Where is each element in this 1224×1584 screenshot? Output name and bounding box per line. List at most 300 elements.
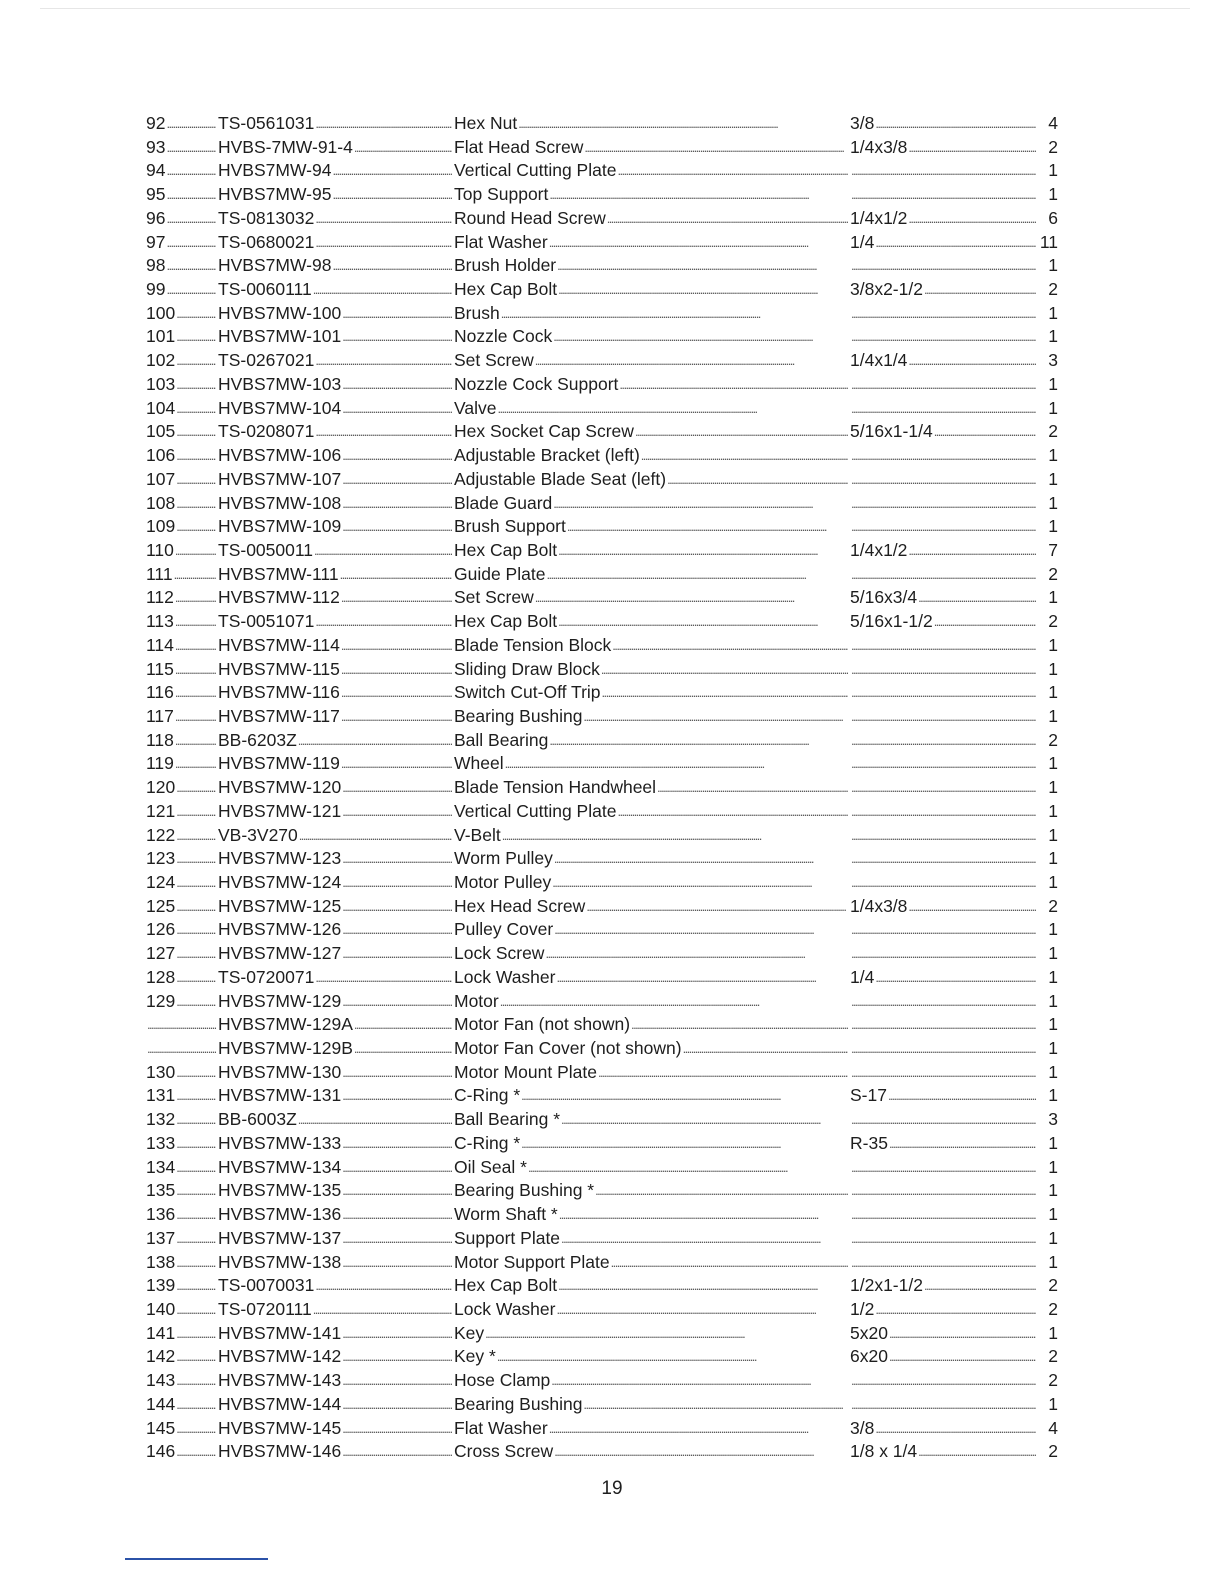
- ref-number: [146, 1322, 216, 1346]
- part-number: [218, 1345, 452, 1369]
- description: [454, 1298, 848, 1322]
- quantity-text: 3: [1048, 350, 1058, 371]
- parts-row: [146, 397, 1058, 421]
- part-number-text: HVBS7MW-100: [218, 302, 342, 323]
- quantity-text: 1: [1048, 397, 1058, 418]
- part-number-text: HVBS7MW-125: [218, 895, 342, 916]
- parts-row: [146, 800, 1058, 824]
- parts-row: [146, 563, 1058, 587]
- parts-row: [146, 752, 1058, 776]
- description: [454, 1108, 848, 1132]
- ref-number: [146, 942, 216, 966]
- size-text: 5/16x1-1/4: [850, 421, 933, 442]
- parts-row: [146, 776, 1058, 800]
- part-number-text: BB-6203Z: [218, 729, 297, 750]
- description-text: Hex Socket Cap Screw: [454, 421, 634, 442]
- ref-number-text: 93: [146, 136, 166, 157]
- parts-row: [146, 468, 1058, 492]
- description-text: Brush: [454, 302, 500, 323]
- quantity: [1036, 563, 1058, 587]
- description-text: Hex Cap Bolt: [454, 279, 558, 300]
- part-number-text: HVBS7MW-144: [218, 1393, 342, 1414]
- ref-number: [146, 1084, 216, 1108]
- description: [454, 1322, 848, 1346]
- quantity: [1036, 1227, 1058, 1251]
- description-text: Hex Nut: [454, 113, 518, 133]
- part-number: [218, 1251, 452, 1275]
- description: [454, 136, 848, 160]
- ref-number-text: 106: [146, 445, 176, 466]
- part-number-text: HVBS7MW-108: [218, 492, 342, 513]
- size-text: 3/8: [850, 1417, 875, 1438]
- part-number-text: TS-0720111: [218, 1298, 312, 1319]
- description: [454, 1369, 848, 1393]
- quantity-text: 1: [1048, 848, 1058, 869]
- quantity-text: 1: [1048, 1227, 1058, 1248]
- part-number: [218, 990, 452, 1014]
- quantity-text: 6: [1048, 207, 1058, 228]
- part-number: [218, 420, 452, 444]
- description-text: Guide Plate: [454, 563, 546, 584]
- parts-row: [146, 1203, 1058, 1227]
- ref-number-text: 120: [146, 777, 176, 798]
- quantity: [1036, 159, 1058, 183]
- parts-row: [146, 1132, 1058, 1156]
- ref-number-text: 111: [146, 563, 173, 584]
- ref-number: [146, 1108, 216, 1132]
- quantity: [1036, 634, 1058, 658]
- parts-row: [146, 325, 1058, 349]
- size-text: 5x20: [850, 1322, 888, 1343]
- part-number-text: HVBS7MW-109: [218, 516, 342, 537]
- size: [850, 492, 1036, 516]
- size: [850, 1156, 1036, 1180]
- size-text: 5/16x1-1/2: [850, 611, 933, 632]
- ref-number-text: 108: [146, 492, 176, 513]
- parts-row: [146, 1084, 1058, 1108]
- quantity-text: 1: [1048, 682, 1058, 703]
- ref-number: [146, 1061, 216, 1085]
- ref-number: [146, 302, 216, 326]
- size: [850, 990, 1036, 1014]
- ref-number-text: 113: [146, 611, 174, 632]
- size: [850, 278, 1036, 302]
- part-number: [218, 800, 452, 824]
- quantity-text: 2: [1048, 895, 1058, 916]
- description: [454, 918, 848, 942]
- quantity: [1036, 1203, 1058, 1227]
- size: [850, 397, 1036, 421]
- parts-row: [146, 112, 1058, 136]
- ref-number-text: 128: [146, 966, 176, 987]
- ref-number-text: 102: [146, 350, 176, 371]
- parts-row: [146, 515, 1058, 539]
- description-text: Blade Tension Handwheel: [454, 777, 657, 798]
- part-number-text: HVBS7MW-127: [218, 943, 342, 964]
- description: [454, 397, 848, 421]
- description: [454, 776, 848, 800]
- ref-number: [146, 1251, 216, 1275]
- part-number-text: TS-0060111: [218, 279, 312, 300]
- quantity-text: 2: [1048, 279, 1058, 300]
- parts-row: [146, 1061, 1058, 1085]
- quantity-text: 2: [1048, 563, 1058, 584]
- quantity-text: 1: [1048, 705, 1058, 726]
- ref-number: [146, 1203, 216, 1227]
- parts-row: [146, 1227, 1058, 1251]
- description: [454, 1061, 848, 1085]
- description-text: Hex Cap Bolt: [454, 611, 558, 632]
- ref-number: [146, 278, 216, 302]
- description: [454, 658, 848, 682]
- parts-row: [146, 847, 1058, 871]
- size: [850, 1227, 1036, 1251]
- description-text: Brush Holder: [454, 255, 557, 276]
- description: [454, 1037, 848, 1061]
- parts-row: [146, 634, 1058, 658]
- ref-number: [146, 183, 216, 207]
- part-number: [218, 302, 452, 326]
- quantity: [1036, 824, 1058, 848]
- part-number-text: HVBS7MW-145: [218, 1417, 342, 1438]
- part-number: [218, 254, 452, 278]
- part-number: [218, 183, 452, 207]
- description: [454, 159, 848, 183]
- description: [454, 373, 848, 397]
- part-number: [218, 1132, 452, 1156]
- description-text: Hex Head Screw: [454, 895, 586, 916]
- parts-row: [146, 1274, 1058, 1298]
- description-text: Motor Mount Plate: [454, 1061, 597, 1082]
- quantity: [1036, 658, 1058, 682]
- ref-number: [146, 563, 216, 587]
- description-text: C-Ring *: [454, 1085, 521, 1106]
- ref-number-text: 127: [146, 943, 176, 964]
- parts-row: [146, 990, 1058, 1014]
- part-number: [218, 1393, 452, 1417]
- ref-number: [146, 373, 216, 397]
- part-number: [218, 658, 452, 682]
- ref-number-text: 132: [146, 1109, 176, 1130]
- quantity: [1036, 705, 1058, 729]
- size: [850, 1298, 1036, 1322]
- part-number-text: BB-6003Z: [218, 1109, 297, 1130]
- ref-number: [146, 895, 216, 919]
- size: [850, 752, 1036, 776]
- ref-number: [146, 705, 216, 729]
- description-text: Ball Bearing: [454, 729, 549, 750]
- ref-number: [146, 159, 216, 183]
- part-number: [218, 563, 452, 587]
- ref-number-text: 141: [146, 1322, 176, 1343]
- size: [850, 942, 1036, 966]
- parts-row: [146, 1417, 1058, 1441]
- quantity-text: 1: [1048, 1156, 1058, 1177]
- part-number-text: HVBS7MW-115: [218, 658, 340, 679]
- quantity-text: 2: [1048, 136, 1058, 157]
- quantity: [1036, 302, 1058, 326]
- quantity: [1036, 1061, 1058, 1085]
- parts-row: [146, 729, 1058, 753]
- parts-row: [146, 159, 1058, 183]
- quantity-text: 11: [1039, 231, 1058, 252]
- part-number-text: HVBS-7MW-91-4: [218, 136, 353, 157]
- part-number: [218, 586, 452, 610]
- description: [454, 966, 848, 990]
- parts-row: [146, 1179, 1058, 1203]
- description-text: Flat Head Screw: [454, 136, 584, 157]
- part-number: [218, 492, 452, 516]
- ref-number: [146, 800, 216, 824]
- description-text: Set Screw: [454, 587, 534, 608]
- parts-row: [146, 681, 1058, 705]
- ref-number-text: 138: [146, 1251, 176, 1272]
- part-number-text: HVBS7MW-121: [218, 800, 342, 821]
- quantity-text: 1: [1048, 516, 1058, 537]
- quantity: [1036, 1274, 1058, 1298]
- ref-number: [146, 752, 216, 776]
- description-text: Oil Seal *: [454, 1156, 527, 1177]
- size: [850, 515, 1036, 539]
- parts-row: [146, 373, 1058, 397]
- description-text: Bearing Bushing *: [454, 1180, 595, 1201]
- part-number-text: HVBS7MW-129B: [218, 1038, 353, 1059]
- size: [850, 918, 1036, 942]
- quantity-text: 1: [1048, 777, 1058, 798]
- size: [850, 658, 1036, 682]
- ref-number: [146, 1013, 216, 1037]
- part-number-text: TS-0561031: [218, 113, 315, 133]
- parts-row: [146, 1440, 1058, 1464]
- size-text: 1/4x3/8: [850, 895, 908, 916]
- part-number-text: VB-3V270: [218, 824, 298, 845]
- parts-row: [146, 1108, 1058, 1132]
- description: [454, 871, 848, 895]
- ref-number-text: 119: [146, 753, 174, 774]
- description-text: Brush Support: [454, 516, 566, 537]
- description: [454, 112, 848, 136]
- description-text: Nozzle Cock Support: [454, 373, 619, 394]
- description: [454, 420, 848, 444]
- ref-number: [146, 397, 216, 421]
- ref-number: [146, 776, 216, 800]
- description-text: C-Ring *: [454, 1132, 521, 1153]
- ref-number-text: 146: [146, 1441, 176, 1462]
- description-text: Cross Screw: [454, 1441, 554, 1462]
- quantity: [1036, 1298, 1058, 1322]
- part-number: [218, 112, 452, 136]
- part-number-text: HVBS7MW-129A: [218, 1014, 353, 1035]
- part-number-text: HVBS7MW-116: [218, 682, 340, 703]
- part-number-text: HVBS7MW-136: [218, 1204, 342, 1225]
- size: [850, 681, 1036, 705]
- ref-number: [146, 966, 216, 990]
- description: [454, 207, 848, 231]
- part-number: [218, 1227, 452, 1251]
- size: [850, 1084, 1036, 1108]
- description-text: Worm Pulley: [454, 848, 553, 869]
- quantity: [1036, 231, 1058, 255]
- parts-row: [146, 1037, 1058, 1061]
- ref-number-text: 144: [146, 1393, 176, 1414]
- size: [850, 1369, 1036, 1393]
- ref-number: [146, 1037, 216, 1061]
- part-number: [218, 515, 452, 539]
- quantity: [1036, 539, 1058, 563]
- part-number: [218, 1440, 452, 1464]
- quantity-text: 1: [1048, 990, 1058, 1011]
- ref-number: [146, 871, 216, 895]
- quantity-text: 2: [1048, 1346, 1058, 1367]
- size-text: 1/2x1-1/2: [850, 1275, 923, 1296]
- quantity-text: 1: [1048, 753, 1058, 774]
- quantity-text: 1: [1048, 1014, 1058, 1035]
- part-number: [218, 207, 452, 231]
- quantity-text: 3: [1048, 1109, 1058, 1130]
- quantity: [1036, 492, 1058, 516]
- part-number: [218, 1013, 452, 1037]
- size: [850, 325, 1036, 349]
- ref-number-text: 140: [146, 1298, 176, 1319]
- quantity: [1036, 183, 1058, 207]
- parts-row: [146, 136, 1058, 160]
- part-number: [218, 1274, 452, 1298]
- description-text: Pulley Cover: [454, 919, 554, 940]
- parts-row: [146, 231, 1058, 255]
- size: [850, 1274, 1036, 1298]
- part-number-text: HVBS7MW-94: [218, 160, 332, 181]
- size: [850, 1203, 1036, 1227]
- parts-row: [146, 349, 1058, 373]
- description: [454, 1179, 848, 1203]
- parts-row: [146, 302, 1058, 326]
- description-text: Nozzle Cock: [454, 326, 553, 347]
- quantity-text: 1: [1048, 373, 1058, 394]
- part-number: [218, 610, 452, 634]
- size: [850, 373, 1036, 397]
- size: [850, 207, 1036, 231]
- description: [454, 254, 848, 278]
- description: [454, 278, 848, 302]
- part-number: [218, 776, 452, 800]
- ref-number-text: 98: [146, 255, 166, 276]
- quantity-text: 1: [1048, 587, 1058, 608]
- quantity: [1036, 681, 1058, 705]
- ref-number-text: 122: [146, 824, 176, 845]
- ref-number-text: 121: [146, 800, 176, 821]
- size-text: 1/4: [850, 231, 875, 252]
- size: [850, 895, 1036, 919]
- ref-number: [146, 539, 216, 563]
- ref-number-text: 114: [146, 634, 174, 655]
- ref-number: [146, 254, 216, 278]
- description-text: Valve: [454, 397, 497, 418]
- parts-row: [146, 278, 1058, 302]
- size: [850, 1251, 1036, 1275]
- quantity: [1036, 1251, 1058, 1275]
- part-number-text: TS-0813032: [218, 207, 315, 228]
- description: [454, 1440, 848, 1464]
- quantity: [1036, 1322, 1058, 1346]
- size: [850, 1440, 1036, 1464]
- description-text: Flat Washer: [454, 1417, 548, 1438]
- part-number-text: TS-0267021: [218, 350, 315, 371]
- description: [454, 1013, 848, 1037]
- part-number: [218, 397, 452, 421]
- ref-number: [146, 658, 216, 682]
- size-text: 3/8: [850, 113, 875, 133]
- part-number-text: HVBS7MW-111: [218, 563, 339, 584]
- ref-number-text: 129: [146, 990, 176, 1011]
- parts-row: [146, 1322, 1058, 1346]
- quantity-text: 4: [1048, 113, 1058, 133]
- parts-row: [146, 942, 1058, 966]
- parts-row: [146, 207, 1058, 231]
- part-number: [218, 1084, 452, 1108]
- description: [454, 705, 848, 729]
- description-text: Motor Support Plate: [454, 1251, 610, 1272]
- size: [850, 1322, 1036, 1346]
- quantity: [1036, 966, 1058, 990]
- description-text: Motor Fan Cover (not shown): [454, 1038, 682, 1059]
- part-number: [218, 539, 452, 563]
- ref-number: [146, 847, 216, 871]
- ref-number-text: 97: [146, 231, 166, 252]
- size: [850, 1345, 1036, 1369]
- quantity-text: 2: [1048, 421, 1058, 442]
- ref-number-text: 103: [146, 373, 176, 394]
- ref-number: [146, 1274, 216, 1298]
- scan-mark: [125, 1558, 268, 1560]
- ref-number-text: 104: [146, 397, 176, 418]
- quantity-text: 1: [1048, 1322, 1058, 1343]
- part-number-text: TS-0070031: [218, 1275, 315, 1296]
- ref-number: [146, 1227, 216, 1251]
- quantity: [1036, 610, 1058, 634]
- quantity: [1036, 325, 1058, 349]
- parts-row: [146, 539, 1058, 563]
- part-number: [218, 1179, 452, 1203]
- part-number: [218, 634, 452, 658]
- part-number-text: HVBS7MW-141: [218, 1322, 342, 1343]
- quantity: [1036, 112, 1058, 136]
- ref-number-text: 142: [146, 1346, 176, 1367]
- ref-number-text: 139: [146, 1275, 176, 1296]
- part-number-text: HVBS7MW-137: [218, 1227, 342, 1248]
- ref-number-text: 143: [146, 1370, 176, 1391]
- ref-number-text: 92: [146, 113, 166, 133]
- ref-number: [146, 990, 216, 1014]
- ref-number-text: 109: [146, 516, 176, 537]
- quantity-text: 2: [1048, 1275, 1058, 1296]
- part-number-text: HVBS7MW-134: [218, 1156, 342, 1177]
- quantity: [1036, 1156, 1058, 1180]
- quantity-text: 1: [1048, 634, 1058, 655]
- quantity-text: 2: [1048, 1370, 1058, 1391]
- description: [454, 349, 848, 373]
- size: [850, 254, 1036, 278]
- quantity: [1036, 729, 1058, 753]
- ref-number: [146, 515, 216, 539]
- part-number-text: HVBS7MW-133: [218, 1132, 342, 1153]
- size: [850, 871, 1036, 895]
- quantity-text: 1: [1048, 966, 1058, 987]
- description-text: Blade Tension Block: [454, 634, 612, 655]
- parts-row: [146, 420, 1058, 444]
- description: [454, 563, 848, 587]
- ref-number-text: 118: [146, 729, 174, 750]
- quantity: [1036, 1037, 1058, 1061]
